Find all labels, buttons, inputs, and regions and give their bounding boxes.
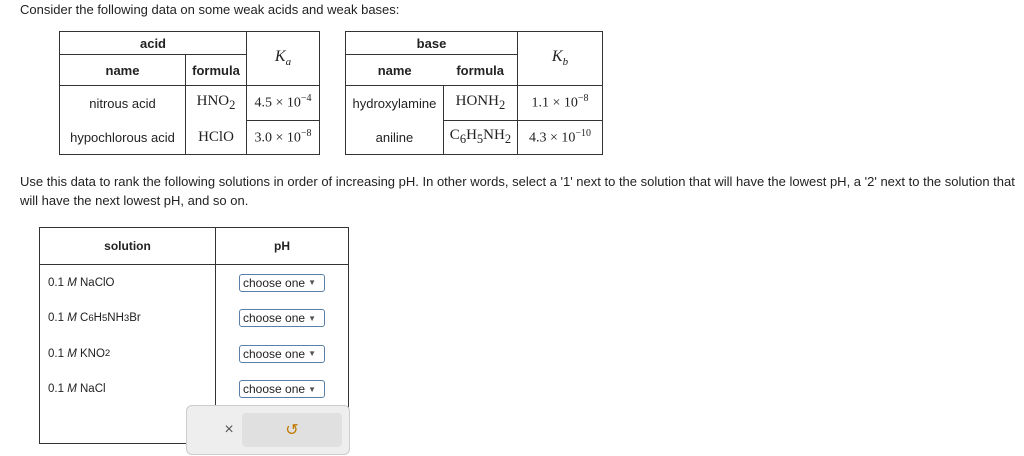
acid-ka: $3.0 \times 10^{-8}$ xyxy=(247,120,320,155)
acid-group-header: acid xyxy=(60,32,247,55)
base-formula-header: formula xyxy=(443,55,517,86)
base-name: hydroxylamine xyxy=(346,86,444,121)
acid-name: nitrous acid xyxy=(60,86,186,121)
chevron-down-icon: ▼ xyxy=(308,349,316,359)
ph-select[interactable]: choose one ▼ xyxy=(239,309,325,327)
chevron-down-icon: ▼ xyxy=(308,313,316,323)
base-name: aniline xyxy=(346,120,444,155)
ph-select[interactable]: choose one ▼ xyxy=(239,274,325,292)
solution-header: solution xyxy=(40,228,216,265)
ph-select[interactable]: choose one ▼ xyxy=(239,345,325,363)
ph-select[interactable]: choose one ▼ xyxy=(239,380,325,398)
solution-item: 0.1 M KNO 2 xyxy=(48,347,111,360)
kb-header: $K_b$ xyxy=(518,32,603,86)
undo-button[interactable] xyxy=(242,413,342,447)
instructions-text: Use this data to rank the following solutions in order of increasing pH. In other words, select a '1' next to the solution that will have the lowest pH, a '2' next to the solution that will have the next lowest pH, and so on. xyxy=(20,174,1015,208)
acid-formula: HClO xyxy=(186,120,247,155)
base-group-header: base xyxy=(346,32,518,55)
close-icon: × xyxy=(224,421,234,438)
undo-icon: ↺ xyxy=(285,422,299,439)
acid-formula: $HNO_2$ xyxy=(186,86,247,121)
base-formula: $HONH_2$ xyxy=(443,86,517,121)
solution-item: 0.1 M C 6 H 5 NH 3 Br xyxy=(48,312,141,325)
acid-ka: $4.5 \times 10^{-4}$ xyxy=(247,86,320,121)
acid-name: hypochlorous acid xyxy=(60,120,186,155)
ph-header: pH xyxy=(216,228,349,265)
base-table xyxy=(345,31,603,155)
base-formula: $C_6H_5NH_2$ xyxy=(443,120,517,155)
chevron-down-icon: ▼ xyxy=(308,384,316,394)
base-kb: $1.1 \times 10^{-8}$ xyxy=(518,86,603,121)
intro-text: Consider the following data on some weak acids and weak bases: xyxy=(20,2,400,17)
acid-name-header: name xyxy=(60,55,186,86)
base-name-header: name xyxy=(346,55,444,86)
answer-actions xyxy=(186,405,350,455)
acid-formula-header: formula xyxy=(186,55,247,86)
solution-item: 0.1 M NaClO xyxy=(48,276,115,289)
solution-item: 0.1 M NaCl xyxy=(48,383,106,396)
ka-header: $K_a$ xyxy=(247,32,320,86)
acid-table xyxy=(59,31,320,155)
base-kb: $4.3 \times 10^{-10}$ xyxy=(518,120,603,155)
chevron-down-icon: ▼ xyxy=(308,278,316,288)
